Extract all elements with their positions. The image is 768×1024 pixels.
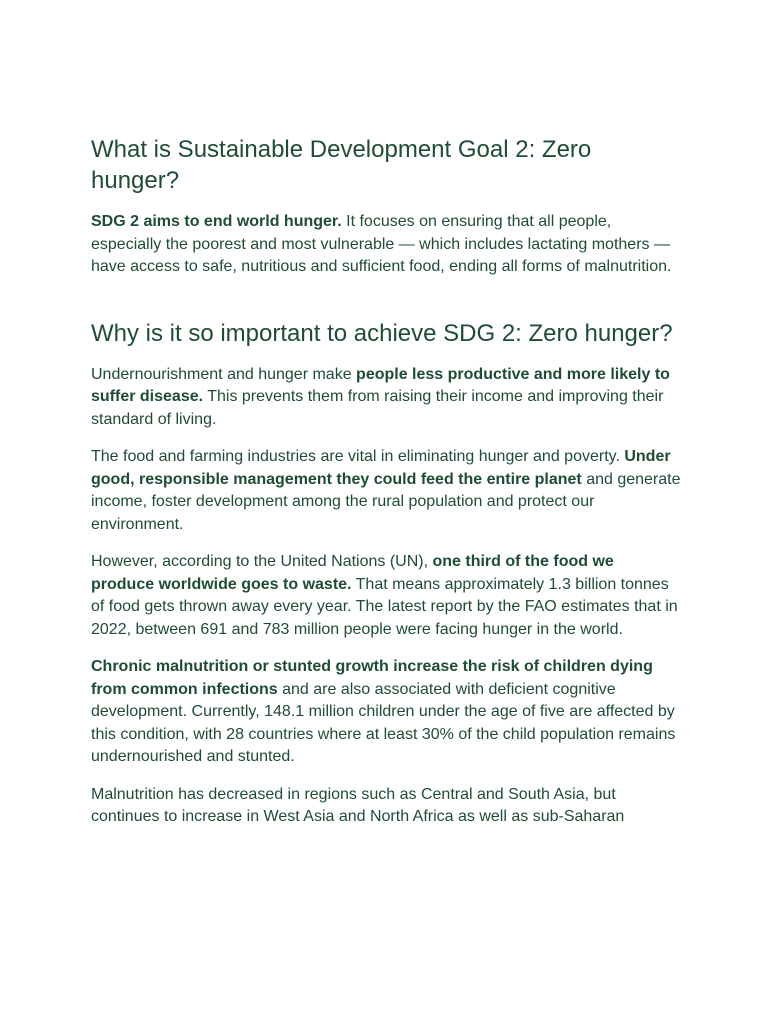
body-text: and generate income, foster development among the rural population and protect our environment. xyxy=(91,470,681,533)
body-text: and are also associated with deficient cognitive development. Currently, 148.1 million children under the age of five are affected by this condition, with 28 countries where at least 30% of the child population remains undernourished and stunted. xyxy=(91,680,676,765)
bold-text: SDG 2 aims to end world hunger. xyxy=(91,213,342,230)
paragraph-malnutrition-regions xyxy=(91,784,681,829)
bold-text: Chronic malnutrition or stunted growth increase the risk of children dying from common infections xyxy=(91,658,653,698)
body-text: That means approximately 1.3 billion tonnes of food gets thrown away every year. The latest report by the FAO estimates that in 2022, between 691 and 783 million people were facing hunger in the world. xyxy=(91,575,678,638)
bold-text: one third of the food we produce worldwide goes to waste. xyxy=(91,553,614,593)
heading-why-important: Why is it so important to achieve SDG 2: Zero hunger? xyxy=(91,319,673,347)
body-text: The food and farming industries are vital in eliminating hunger and poverty. xyxy=(91,448,625,465)
body-text: However, according to the United Nations (UN), xyxy=(91,553,433,570)
heading-what-is-sdg2: What is Sustainable Development Goal 2: Zero hunger? xyxy=(91,136,592,194)
bold-text: people less productive and more likely to suffer disease. xyxy=(91,365,670,405)
paragraph-sdg2-definition xyxy=(91,211,681,279)
body-text: Malnutrition has decreased in regions such as Central and South Asia, but continues to increase in West Asia and North Africa as well as sub-Saharan xyxy=(91,785,625,825)
bold-text: Under good, responsible management they could feed the entire planet xyxy=(91,448,671,488)
document-page xyxy=(91,134,681,829)
body-text: It focuses on ensuring that all people, especially the poorest and most vulnerable — which includes lactating mothers — have access to safe, nutritious and sufficient food, ending all forms of malnutrition. xyxy=(91,213,672,275)
paragraph-food-waste xyxy=(91,551,681,641)
paragraph-chronic-malnutrition xyxy=(91,656,681,769)
paragraph-undernourishment xyxy=(91,364,681,432)
paragraph-food-farming xyxy=(91,446,681,536)
body-text: This prevents them from raising their income and improving their standard of living. xyxy=(91,388,664,428)
body-text: Undernourishment and hunger make xyxy=(91,365,357,383)
